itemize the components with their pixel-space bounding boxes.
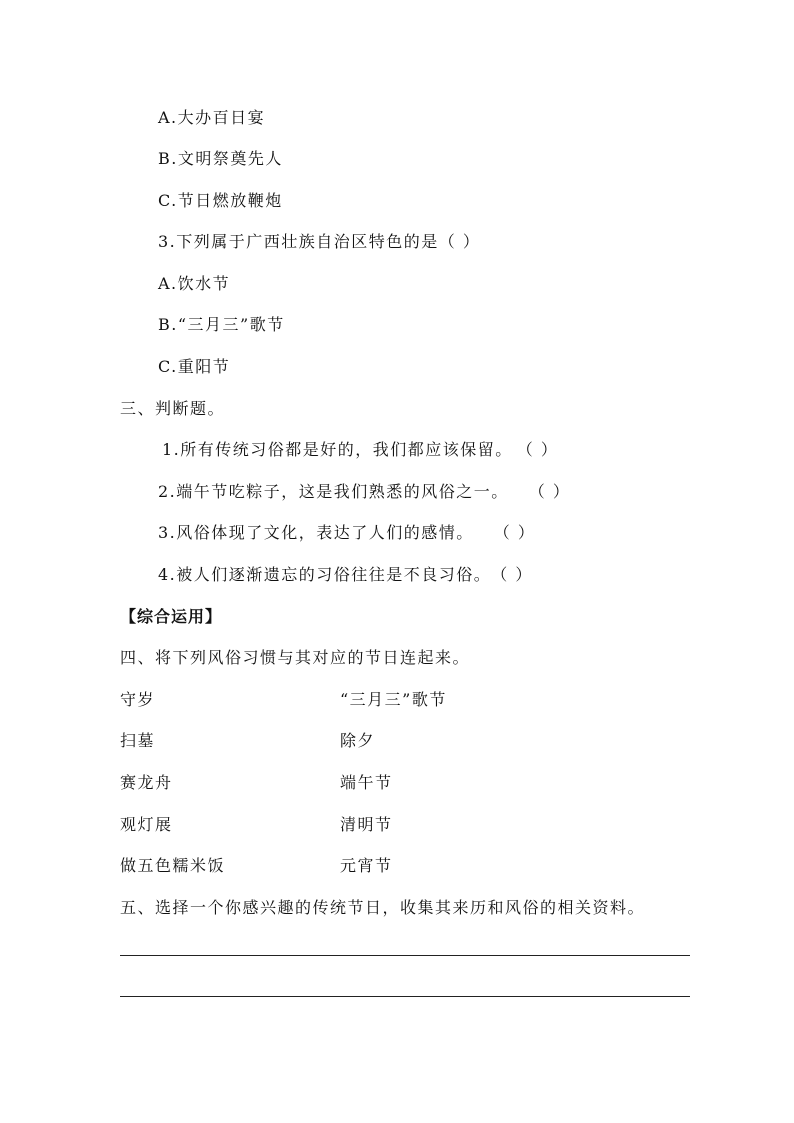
q3-option-a: A.饮水节 (158, 274, 231, 293)
custom-2: 扫墓 (120, 731, 156, 750)
match-row-1 (120, 689, 155, 711)
q3-answer-paren: （ ） (438, 232, 481, 251)
q2-option-b: B.文明祭奠先人 (158, 149, 283, 168)
q3-option-b: B.“三月三”歌节 (158, 315, 285, 334)
tf-item-1-text: 1.所有传统习俗都是好的，我们都应该保留。 (162, 440, 513, 459)
festival-4: 清明节 (340, 815, 393, 834)
tf-item-3-paren: （ ） (493, 523, 536, 542)
tf-item-4 (158, 564, 533, 586)
tf-item-4-text: 4.被人们逐渐遗忘的习俗往往是不良习俗。 (158, 565, 492, 584)
section3-title: 三、判断题。 (120, 399, 226, 418)
festival-1: “三月三”歌节 (340, 690, 447, 709)
festival-2: 除夕 (340, 731, 376, 750)
tf-item-1 (162, 439, 558, 461)
tf-item-2-text: 2.端午节吃粽子，这是我们熟悉的风俗之一。 (158, 482, 509, 501)
q2-option-a: A.大办百日宴 (158, 108, 266, 127)
custom-3: 赛龙舟 (120, 773, 173, 792)
custom-1: 守岁 (120, 690, 156, 709)
custom-5: 做五色糯米饭 (120, 856, 226, 875)
tf-item-2-paren: （ ） (528, 482, 571, 501)
q3-option-c: C.重阳节 (158, 357, 231, 376)
answer-line-2[interactable] (120, 996, 690, 997)
tf-item-1-paren: （ ） (516, 440, 559, 459)
q3-stem-text: 3.下列属于广西壮族自治区特色的是 (158, 232, 439, 251)
q3-stem (158, 231, 480, 253)
heading-comprehensive-application: 【综合运用】 (120, 607, 223, 626)
q2-option-c: C.节日燃放鞭炮 (158, 191, 283, 210)
section4-title: 四、将下列风俗习惯与其对应的节日连起来。 (120, 648, 471, 667)
answer-line-1[interactable] (120, 955, 690, 956)
tf-item-2 (158, 481, 570, 503)
tf-item-3-text: 3.风俗体现了文化，表达了人们的感情。 (158, 523, 474, 542)
custom-4: 观灯展 (120, 815, 173, 834)
tf-item-4-paren: （ ） (491, 565, 533, 584)
festival-5: 元宵节 (340, 856, 393, 875)
tf-item-3 (158, 522, 535, 544)
section5-title: 五、选择一个你感兴趣的传统节日，收集其来历和风俗的相关资料。 (120, 898, 646, 917)
festival-3: 端午节 (340, 773, 393, 792)
